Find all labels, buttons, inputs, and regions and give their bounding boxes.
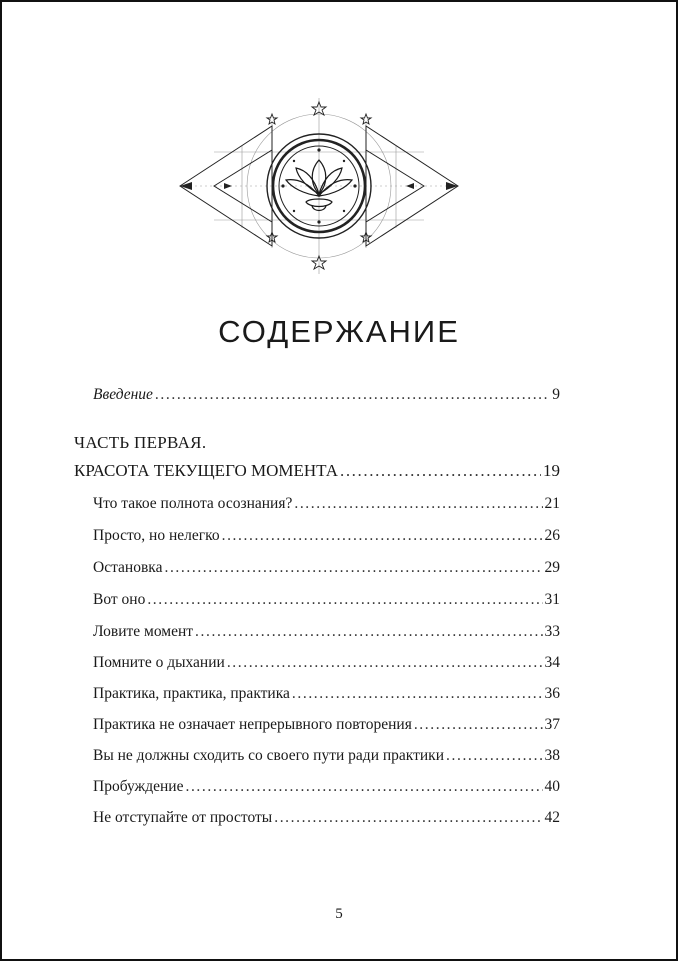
toc-entry-page: 26	[544, 527, 560, 544]
leader-dots	[164, 558, 542, 578]
toc-entry-page: 37	[544, 716, 560, 733]
toc-entry[interactable]	[93, 558, 560, 578]
toc-entry[interactable]	[93, 715, 560, 735]
page-number: 5	[335, 906, 343, 922]
toc-entry-introduction[interactable]	[93, 385, 560, 405]
leader-dots	[155, 385, 550, 405]
part-heading-line2: КРАСОТА ТЕКУЩЕГО МОМЕНТА	[74, 461, 338, 480]
toc-entry[interactable]	[93, 808, 560, 828]
toc-entry-label: Пробуждение	[93, 778, 184, 795]
toc-entry-page: 21	[544, 495, 560, 512]
toc-entry-page: 36	[544, 685, 560, 702]
lotus-mandala-icon	[174, 98, 464, 274]
toc-entry[interactable]	[93, 777, 560, 797]
toc-entry-label: Помните о дыхании	[93, 654, 225, 671]
toc-entry-label: Практика, практика, практика	[93, 685, 290, 702]
leader-dots	[294, 494, 542, 514]
toc-entry-page: 9	[552, 386, 560, 403]
toc-entry-page: 19	[543, 461, 560, 480]
toc-entry-label: Вы не должны сходить со своего пути ради практики	[93, 747, 445, 764]
toc-entry[interactable]	[93, 653, 560, 673]
toc-entry-label: Введение	[93, 386, 153, 403]
toc-entry[interactable]	[93, 590, 560, 610]
toc-entry-page: 33	[544, 623, 560, 640]
leader-dots	[227, 653, 543, 673]
toc-entry-label: Практика не означает непрерывного повторения	[93, 716, 412, 733]
toc-entry-part-one[interactable]	[74, 461, 560, 481]
toc-entry-page: 42	[544, 809, 560, 826]
toc-entry[interactable]	[93, 622, 560, 642]
leader-dots	[195, 622, 542, 642]
leader-dots	[292, 684, 543, 704]
toc-entry-page: 38	[544, 747, 560, 764]
leader-dots	[446, 746, 542, 766]
toc-entry[interactable]	[93, 746, 560, 766]
leader-dots	[147, 590, 542, 610]
toc-entry-page: 29	[544, 559, 560, 576]
leader-dots	[274, 808, 542, 828]
toc-entry-label: Просто, но нелегко	[93, 527, 220, 544]
toc-entry-label: Ловите момент	[93, 623, 194, 640]
toc-entry-page: 40	[544, 778, 560, 795]
toc-entry-label: Что такое полнота осознания?	[93, 495, 293, 512]
leader-dots	[222, 526, 543, 546]
leader-dots	[340, 461, 541, 481]
toc-entry-page: 34	[544, 654, 560, 671]
toc-entry[interactable]	[93, 526, 560, 546]
toc-entry-label: Остановка	[93, 559, 163, 576]
toc-entry-label: Вот оно	[93, 591, 146, 608]
toc-entry-label: Не отступайте от простоты	[93, 809, 273, 826]
toc-entry[interactable]	[93, 684, 560, 704]
contents-heading: СОДЕРЖАНИЕ	[218, 314, 460, 349]
toc-entry[interactable]	[93, 494, 560, 514]
leader-dots	[414, 715, 543, 735]
toc-entry-page: 31	[544, 591, 560, 608]
part-heading-line1: ЧАСТЬ ПЕРВАЯ.	[74, 433, 207, 452]
leader-dots	[185, 777, 542, 797]
